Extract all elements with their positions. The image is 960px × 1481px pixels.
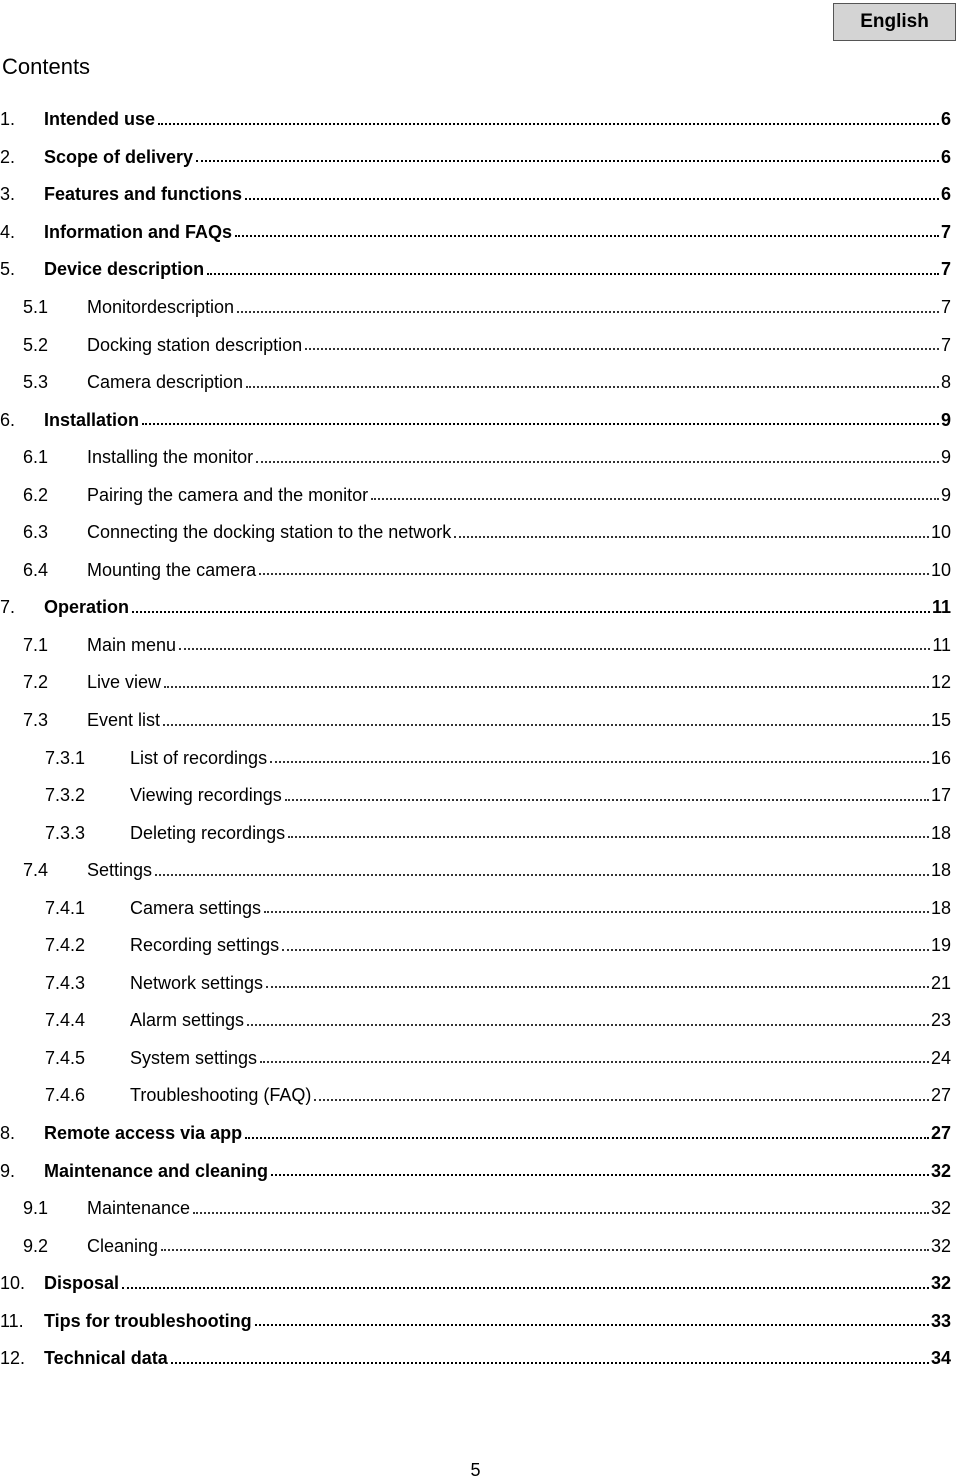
toc-entry[interactable] [0, 739, 951, 777]
toc-entry-title: Troubleshooting (FAQ) [130, 1085, 312, 1106]
toc-entry-page: 18 [930, 822, 951, 843]
toc-entry-number: 8. [0, 1123, 16, 1144]
toc-entry-page: 9 [940, 447, 951, 468]
toc-entry[interactable] [0, 702, 951, 740]
dot-leader [259, 573, 929, 575]
toc-entry[interactable] [0, 1190, 951, 1228]
toc-entry-title: Mounting the camera [87, 559, 257, 580]
toc-entry-page: 7 [940, 259, 951, 280]
toc-entry-title: Live view [87, 672, 162, 693]
toc-entry-number: 7.1 [23, 634, 49, 655]
toc-entry-number: 9.2 [23, 1235, 49, 1256]
toc-entry-page: 10 [930, 522, 951, 543]
toc-entry[interactable] [0, 1265, 951, 1303]
toc-entry-page: 6 [940, 184, 951, 205]
toc-entry-page: 18 [930, 897, 951, 918]
toc-entry-page: 10 [930, 559, 951, 580]
toc-entry-title: Installing the monitor [87, 447, 254, 468]
toc-entry-title: Deleting recordings [130, 822, 286, 843]
dot-leader [122, 1287, 929, 1289]
toc-entry-title: Network settings [130, 972, 264, 993]
toc-entry[interactable] [0, 1227, 951, 1265]
toc-entry-page: 23 [930, 1010, 951, 1031]
toc-entry-page: 8 [940, 372, 951, 393]
toc-entry-number: 6.1 [23, 447, 49, 468]
toc-entry-page: 12 [930, 672, 951, 693]
dot-leader [164, 686, 929, 688]
dot-leader [158, 123, 939, 125]
dot-leader [282, 949, 929, 951]
toc-entry[interactable] [0, 439, 951, 477]
dot-leader [245, 1137, 929, 1139]
toc-entry[interactable] [0, 1340, 951, 1378]
toc-entry-title: Alarm settings [130, 1010, 245, 1031]
toc-entry-number: 1. [0, 109, 16, 130]
toc-entry[interactable] [0, 552, 951, 590]
toc-entry-number: 5. [0, 259, 16, 280]
dot-leader [371, 498, 939, 500]
dot-leader [255, 1324, 929, 1326]
toc-entry-title: Maintenance [87, 1198, 191, 1219]
toc-entry[interactable] [0, 664, 951, 702]
toc-entry-title: System settings [130, 1047, 258, 1068]
toc-entry-title: Docking station description [87, 334, 303, 355]
dot-leader [454, 536, 929, 538]
toc-entry-number: 7.3.2 [45, 785, 86, 806]
toc-entry-page: 7 [940, 297, 951, 317]
dot-leader [247, 1024, 929, 1026]
language-tab: English [833, 3, 956, 41]
toc-entry-title: Intended use [44, 109, 156, 130]
toc-entry-number: 3. [0, 184, 16, 205]
toc-entry-title: Camera description [87, 372, 244, 393]
dot-leader [285, 799, 929, 801]
toc-entry-number: 12. [0, 1348, 26, 1369]
toc-entry[interactable] [0, 401, 951, 439]
toc-entry-page: 6 [940, 146, 951, 167]
toc-entry-title: Operation [44, 597, 130, 618]
toc-entry-number: 7.2 [23, 672, 49, 693]
toc-entry[interactable] [0, 814, 951, 852]
toc-entry-number: 7.4.6 [45, 1085, 86, 1106]
toc-entry-number: 7.3.3 [45, 822, 86, 843]
toc-entry-number: 2. [0, 146, 16, 167]
toc-entry-title: Maintenance and cleaning [44, 1160, 269, 1181]
toc-entry-title: Device description [44, 259, 205, 280]
dot-leader [155, 874, 929, 876]
toc-entry-page: 19 [930, 935, 951, 956]
toc-entry[interactable] [0, 852, 951, 890]
toc-entry[interactable] [0, 1303, 951, 1341]
toc-entry-number: 7. [0, 597, 16, 618]
toc-entry[interactable] [0, 889, 951, 927]
toc-entry-number: 10. [0, 1273, 26, 1294]
toc-entry-number: 7.4.3 [45, 972, 86, 993]
page-number: 5 [470, 1460, 481, 1480]
toc-entry-number: 5.1 [23, 297, 49, 317]
toc-entry[interactable] [0, 139, 951, 177]
toc-entry-page: 32 [930, 1198, 951, 1219]
dot-leader [271, 1174, 929, 1176]
dot-leader [288, 836, 929, 838]
toc-entry[interactable] [0, 514, 951, 552]
page-title: Contents [2, 54, 91, 79]
toc-entry-number: 5.3 [23, 372, 49, 393]
toc-entry-number: 7.4.4 [45, 1010, 86, 1031]
toc-entry-title: Tips for troubleshooting [44, 1310, 252, 1331]
toc-entry[interactable] [0, 627, 951, 665]
toc-entry[interactable] [0, 214, 951, 252]
toc-entry[interactable] [0, 1152, 951, 1190]
toc-entry-page: 17 [930, 785, 951, 806]
toc-entry-page: 27 [930, 1123, 951, 1144]
toc-entry-number: 11. [0, 1310, 24, 1331]
toc-entry-number: 5.2 [23, 334, 49, 355]
toc-entry-number: 7.4.5 [45, 1047, 86, 1068]
toc-entry-number: 4. [0, 221, 16, 242]
toc-entry-page: 11 [932, 634, 951, 655]
toc-entry[interactable] [0, 1040, 951, 1078]
dot-leader [132, 611, 930, 613]
toc-entry-title: Event list [87, 710, 161, 731]
toc-entry[interactable] [0, 476, 951, 514]
toc-entry-number: 7.3.1 [45, 747, 86, 768]
toc-entry-page: 11 [931, 597, 951, 618]
toc-entry[interactable] [0, 927, 951, 965]
toc-entry-page: 21 [930, 972, 951, 993]
toc-entry-number: 6.4 [23, 559, 49, 580]
toc-entry-number: 7.4.1 [45, 897, 86, 918]
toc-entry-title: Disposal [44, 1273, 120, 1294]
toc-entry-page: 24 [930, 1047, 951, 1068]
toc-entry[interactable] [0, 364, 951, 402]
toc-entry-number: 7.3 [23, 710, 49, 731]
toc-entry-number: 7.4.2 [45, 935, 86, 956]
dot-leader [246, 386, 939, 388]
dot-leader [235, 235, 939, 237]
dot-leader [245, 198, 939, 200]
toc-entry-title: Camera settings [130, 897, 262, 918]
dot-leader [266, 986, 929, 988]
toc-entry-page: 9 [940, 484, 951, 505]
dot-leader [207, 273, 939, 275]
dot-leader [193, 1212, 929, 1214]
toc-entry[interactable] [0, 289, 951, 327]
toc-entry-page: 16 [930, 747, 951, 768]
toc-entry-title: Information and FAQs [44, 221, 233, 242]
toc-entry-title: Main menu [87, 634, 177, 655]
dot-leader [171, 1362, 929, 1364]
toc-entry-title: Cleaning [87, 1235, 159, 1256]
toc-entry-title: Pairing the camera and the monitor [87, 484, 369, 505]
dot-leader [305, 348, 939, 350]
toc-entry[interactable] [0, 251, 951, 289]
toc-entry-page: 34 [930, 1348, 951, 1369]
toc-entry-number: 6.3 [23, 522, 49, 543]
toc-entry-page: 15 [930, 710, 951, 731]
toc-entry-title: Technical data [44, 1348, 168, 1369]
dot-leader [256, 461, 939, 463]
toc-entry-number: 9.1 [23, 1198, 49, 1219]
toc-entry-page: 9 [940, 409, 951, 430]
toc-entry[interactable] [0, 326, 951, 364]
table-of-contents [0, 101, 951, 1378]
toc-entry-title: Settings [87, 860, 153, 881]
toc-entry-page: 18 [930, 860, 951, 881]
toc-entry-title: Features and functions [44, 184, 243, 205]
toc-entry[interactable] [0, 1002, 951, 1040]
dot-leader [270, 761, 929, 763]
dot-leader [314, 1099, 929, 1101]
toc-entry-page: 6 [940, 109, 951, 130]
toc-entry-number: 6.2 [23, 484, 49, 505]
toc-entry-title: Scope of delivery [44, 146, 194, 167]
toc-entry-title: Recording settings [130, 935, 280, 956]
toc-entry-page: 7 [940, 334, 951, 355]
toc-entry[interactable] [0, 101, 951, 139]
toc-entry[interactable] [0, 1115, 951, 1153]
dot-leader [179, 648, 930, 650]
dot-leader [142, 423, 939, 425]
toc-entry[interactable] [0, 777, 951, 815]
dot-leader [264, 911, 929, 913]
dot-leader [237, 311, 939, 313]
toc-entry-title: List of recordings [130, 747, 268, 768]
toc-entry[interactable] [0, 965, 951, 1003]
toc-entry-number: 6. [0, 409, 16, 430]
toc-entry-page: 32 [930, 1273, 951, 1294]
dot-leader [260, 1061, 929, 1063]
dot-leader [163, 724, 929, 726]
toc-entry-page: 32 [930, 1235, 951, 1256]
toc-entry-page: 7 [940, 221, 951, 242]
toc-entry-page: 32 [930, 1160, 951, 1181]
toc-entry[interactable] [0, 176, 951, 214]
toc-entry-page: 27 [930, 1085, 951, 1106]
toc-entry-number: 7.4 [23, 860, 49, 881]
toc-entry-title: Remote access via app [44, 1123, 243, 1144]
dot-leader [196, 160, 939, 162]
toc-entry-number: 9. [0, 1160, 16, 1181]
toc-entry[interactable] [0, 589, 951, 627]
toc-entry[interactable] [0, 1077, 951, 1115]
toc-entry-title: Viewing recordings [130, 785, 282, 806]
dot-leader [161, 1249, 929, 1251]
toc-entry-title: Installation [44, 409, 140, 430]
toc-entry-title: Connecting the docking station to the network [87, 522, 452, 543]
toc-entry-title: Monitordescription [87, 297, 235, 317]
toc-entry-page: 33 [930, 1310, 951, 1331]
